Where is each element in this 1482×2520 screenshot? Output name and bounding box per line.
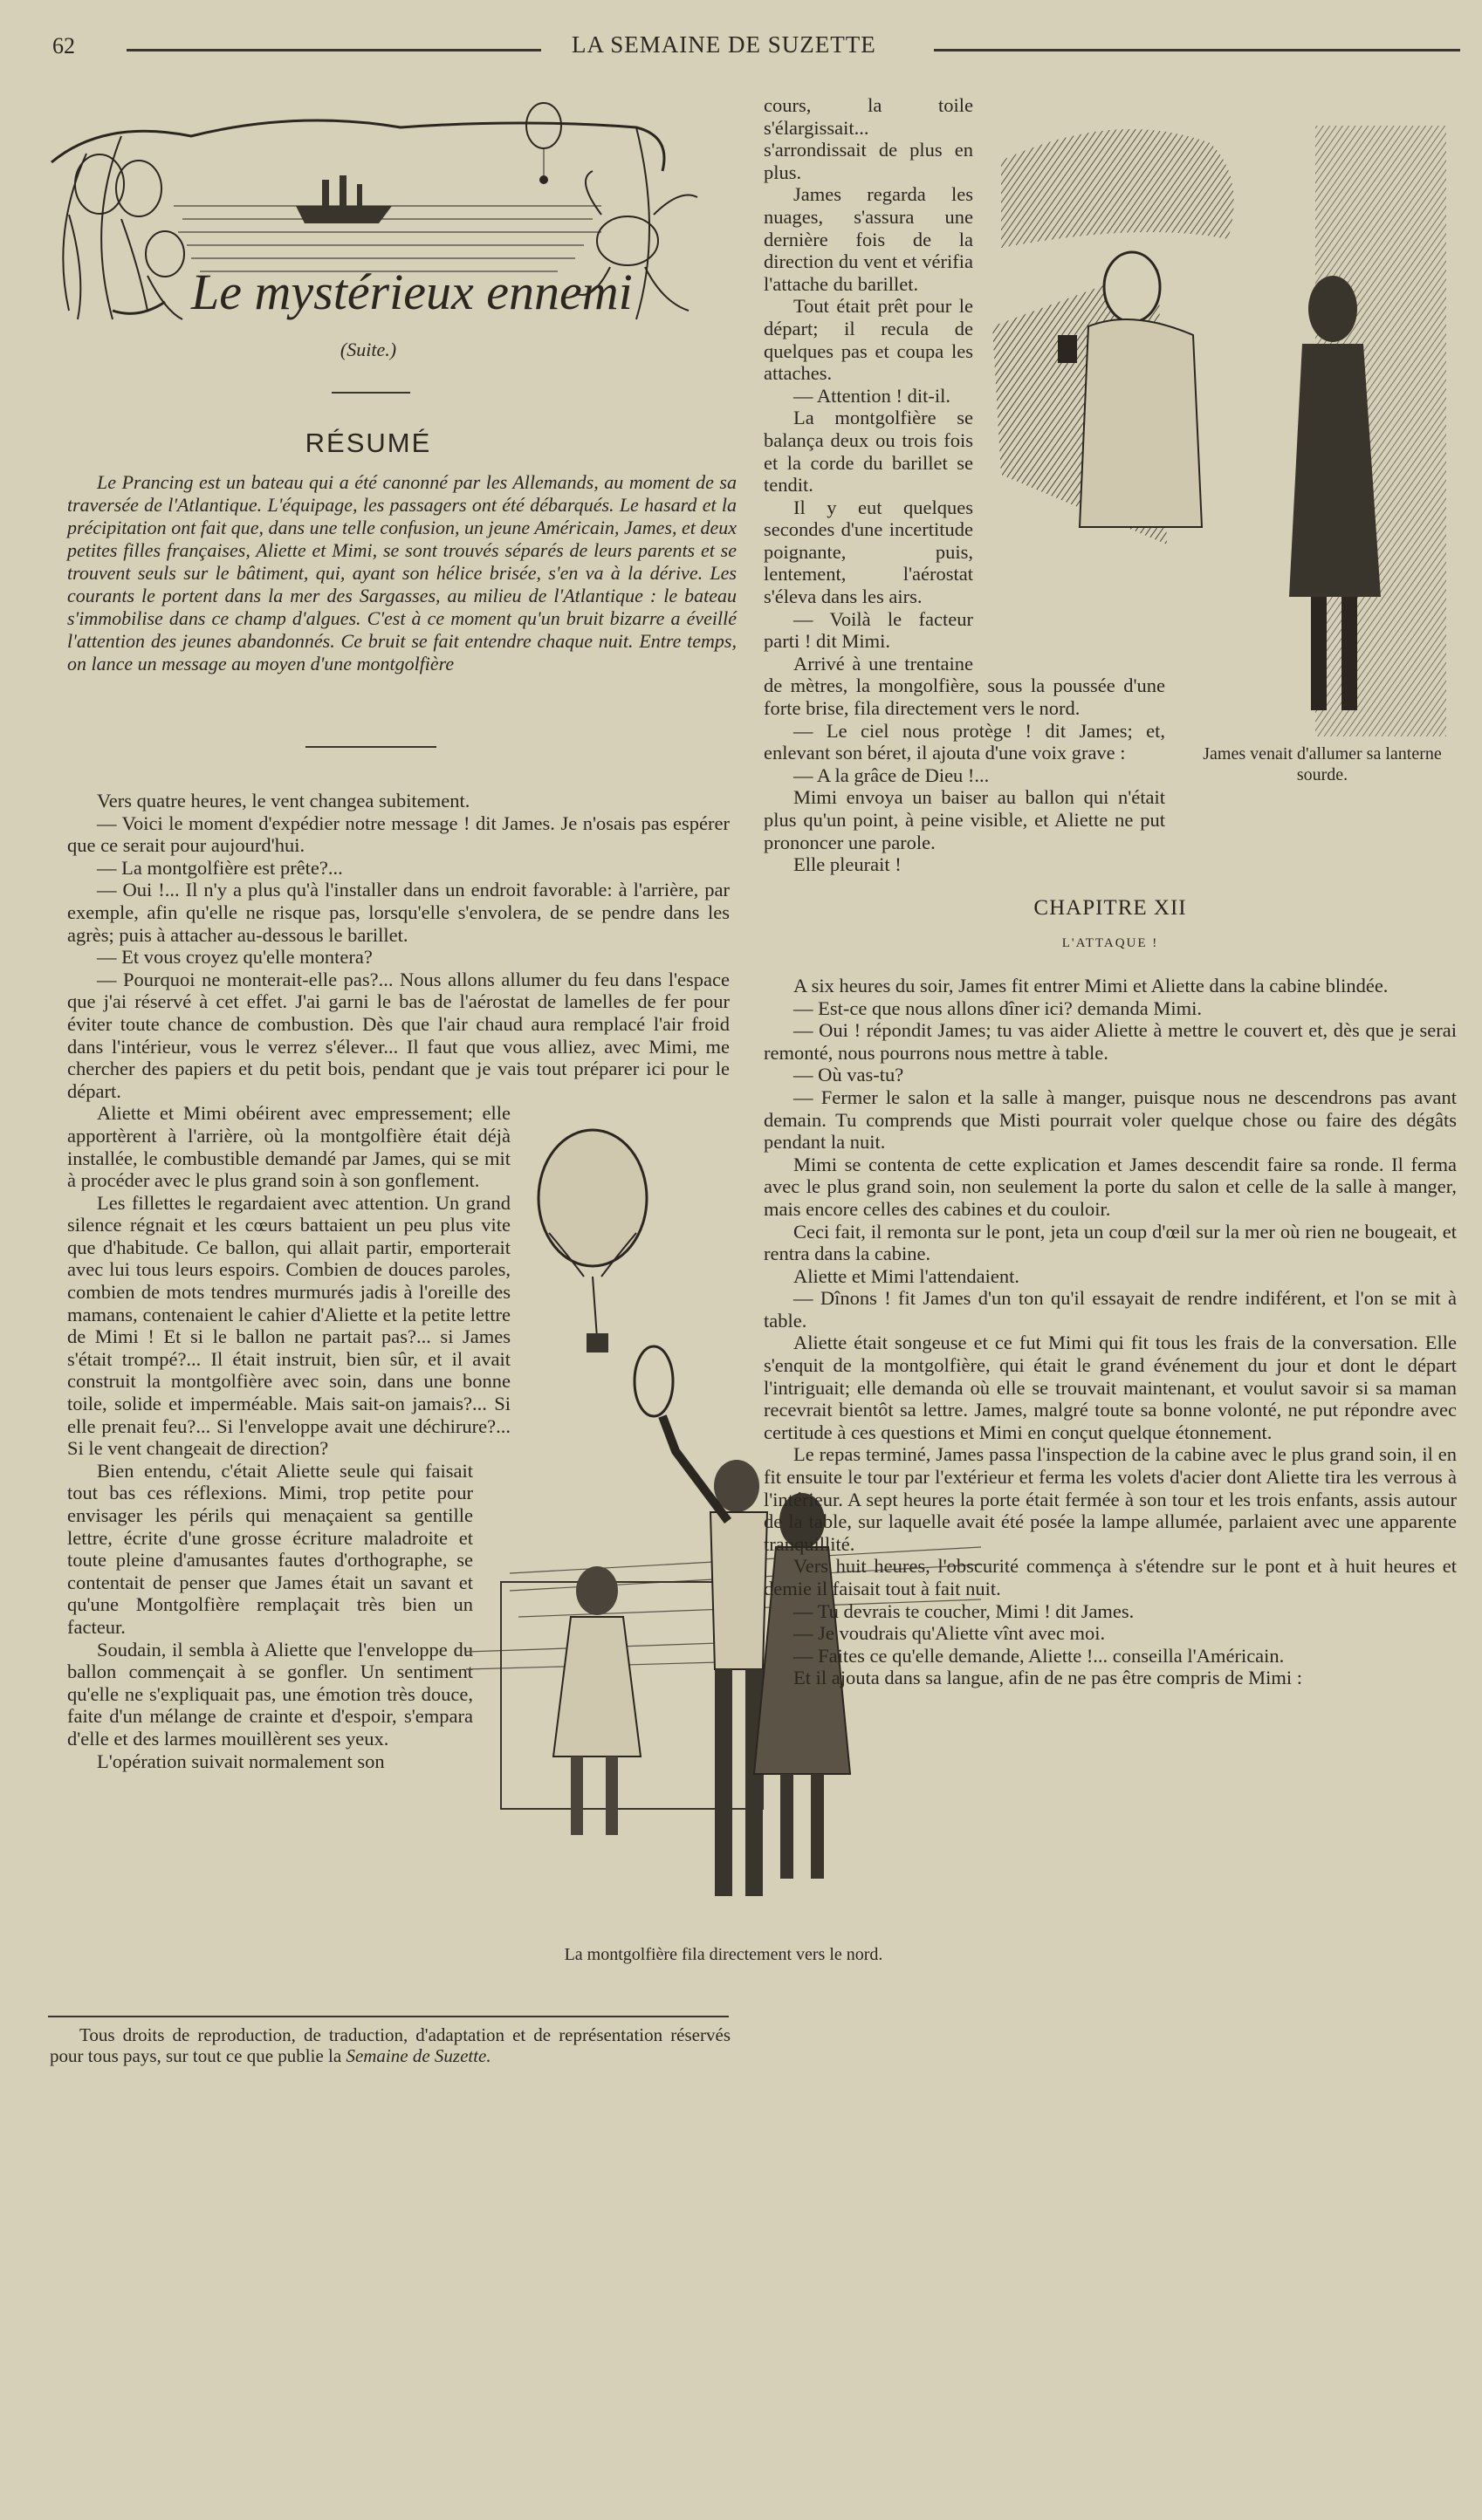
paragraph: — Le ciel nous protège ! dit James; et, enlevant son béret, il ajouta d'une voix grave : bbox=[764, 719, 1165, 764]
paragraph: Et il ajouta dans sa langue, afin de ne pas être compris de Mimi : bbox=[793, 1667, 1302, 1689]
copyright-notice bbox=[50, 2024, 731, 2066]
paragraph: — Pourquoi ne monterait-elle pas?... Nous allons allumer du feu dans l'espace que j'ai réservé à cet effet. J'ai garni le bas de l'aérostat de lamelles de fer pour éviter toute chance de combustion. Dès que l'air chaud aura remplacé l'air froid dans l'intérieur, vous le verrez s'élever... Il faut que vous alliez, avec Mimi, me chercher des papiers et du petit bois, pendant que je vais tout préparer ici pour le départ. bbox=[67, 968, 730, 1102]
journal-title: LA SEMAINE DE SUZETTE bbox=[572, 31, 876, 58]
separator-rule bbox=[332, 392, 410, 394]
paragraph: Mimi se contenta de cette explication et James descendit faire sa ronde. Il ferma avec le plus grand soin, non seulement la porte du salon et celle de la salle à manger, mais encore celles des cabines et du couloir. bbox=[764, 1153, 1457, 1220]
paragraph: Les fillettes le regardaient avec attention. Un grand silence régnait et les cœurs battaient un peu plus vite que d'habitude. Ce ballon, qui allait partir, emporterait avec lui tous leurs espoirs. Combien de douces paroles, combien de mots tendres murmurés jadis à l'oreille des mamans, contenaient le cahier d'Aliette et la petite lettre de Mimi ! Et si le ballon ne partait pas?... si James s'était trompé?... Il était instruit, bien sûr, et il avait construit la montgolfière avec soin, dans une bonne toile, solide et imperméable. Mais sait-on jamais?... Si elle prenait feu?... Si l'enveloppe avait une déchirure?... Si le vent changeait de direction? bbox=[67, 1191, 511, 1460]
continued-label: (Suite.) bbox=[340, 339, 397, 360]
page-number: 62 bbox=[52, 33, 75, 58]
paragraph: — Où vas-tu? bbox=[793, 1064, 904, 1086]
paragraph: — Voilà le facteur parti ! dit Mimi. bbox=[764, 607, 973, 653]
chapter-subtitle: L'ATTAQUE ! bbox=[1061, 936, 1159, 951]
paragraph: Aliette et Mimi obéirent avec empressement; elle apportèrent à l'arrière, où la montgolfière était déjà installée, le combustible demandé par James, qui se mit à procéder avec le plus grand soin à son gonflement. bbox=[67, 1102, 511, 1192]
portrait-figures bbox=[69, 154, 184, 319]
paragraph: Arrivé à une trentaine de mètres, la mongolfière, sous la poussée d'une forte brise, fila directement vers le nord. bbox=[764, 652, 1165, 720]
title-art-text: Le mystérieux ennemi bbox=[191, 264, 633, 320]
header-rule-left bbox=[127, 49, 541, 51]
paragraph: James regarda les nuages, s'assura une dernière fois de la direction du vent et vérifia l'attache du barillet. bbox=[764, 183, 973, 295]
resume-heading: RÉSUMÉ bbox=[305, 428, 432, 458]
paragraph: — Je voudrais qu'Aliette vînt avec moi. bbox=[793, 1622, 1106, 1645]
paragraph: — Attention ! dit-il. bbox=[793, 384, 950, 407]
paragraph: — Faites ce qu'elle demande, Aliette !... conseilla l'Américain. bbox=[793, 1644, 1285, 1667]
lantern-illustration bbox=[984, 108, 1466, 736]
james-figure bbox=[635, 1346, 767, 1896]
paragraph: Bien entendu, c'était Aliette seule qui faisait tout bas ces réflexions. Mimi, trop petite pour envisager les périls qui menaçaient sa gentille lettre, écrite d'une grosse écriture maladroite et toute pleine d'amusantes fautes d'orthographe, se contentait de penser que James était un savant et qu'une Montgolfière remplaçait très bien un facteur. bbox=[67, 1459, 473, 1638]
footer-rule bbox=[48, 2016, 729, 2017]
ship-icon bbox=[296, 175, 392, 223]
lantern-caption: James venait d'allumer sa lanterne sourde. bbox=[1203, 744, 1442, 784]
paragraph: — La montgolfière est prête?... bbox=[97, 856, 343, 879]
paragraph: — Voici le moment d'expédier notre message ! dit James. Je n'osais pas espérer que ce serait pour aujourd'hui. bbox=[67, 811, 730, 857]
title-illustration bbox=[34, 101, 737, 332]
paragraph: — Tu devrais te coucher, Mimi ! dit James. bbox=[793, 1599, 1135, 1622]
paragraph: Soudain, il sembla à Aliette que l'enveloppe du ballon commençait à se gonfler. Un sentiment qu'elle ne s'expliquait pas, une émotion très douce, faite d'un mélange de crainte et d'espoir, s'empara d'elle et des larmes mouillèrent ses yeux. bbox=[67, 1638, 473, 1750]
header-rule-right bbox=[934, 49, 1460, 51]
paragraph: L'opération suivait normalement son bbox=[97, 1750, 385, 1772]
paragraph: Le repas terminé, James passa l'inspection de la cabine avec le plus grand soin, il en fit ensuite le tour par l'extérieur et ferma les volets d'acier dont Aliette tira les verrous à l'intérieur. A sept heures la porte était fermée à son tour et les trois enfants, assis autour de la table, sur laquelle avait été posée la lampe allumée, parlaient avec une apparente tranquillité. bbox=[764, 1443, 1457, 1555]
paragraph: — Et vous croyez qu'elle montera? bbox=[97, 946, 373, 969]
paragraph: Tout était prêt pour le départ; il recula de quelques pas et coupa les attaches. bbox=[764, 295, 973, 385]
paragraph: — Oui ! répondit James; tu vas aider Aliette à mettre le couvert et, dès que je serai remonté, nous pourrons nous mettre à table. bbox=[764, 1019, 1457, 1064]
publication-name: Semaine de Suzette. bbox=[346, 2045, 491, 2066]
lantern-icon bbox=[1058, 335, 1077, 363]
paragraph: Aliette était songeuse et ce fut Mimi qui fit tous les frais de la conversation. Elle s'enquit de la montgolfière, qui était le grand événement du jour et dont le départ l'intriguait; elle demanda où elle se trouvait maintenant, et voulut savoir si sa maman recevrait bientôt sa lettre. James, malgré toute sa bonne volonté, ne put répondre avec certitude à ces questions et Mimi en conçut quelque étonnement. bbox=[764, 1332, 1457, 1443]
balloon-caption: La montgolfière fila directement vers le nord. bbox=[564, 1945, 883, 1964]
paragraph: — A la grâce de Dieu !... bbox=[793, 764, 990, 786]
paragraph: cours, la toile s'élargissait... s'arrondissait de plus en plus. bbox=[764, 94, 973, 183]
paragraph: La montgolfière se balança deux ou trois fois et la corde du barillet se tendit. bbox=[764, 407, 973, 496]
copyright-text: Tous droits de reproduction, de traduction, d'adaptation et de représentation réservés pour tous pays, sur tout ce que publie la bbox=[50, 2024, 731, 2066]
paragraph: — Dînons ! fit James d'un ton qu'il essayait de rendre indiférent, et l'on se mit à table. bbox=[764, 1287, 1457, 1332]
balloon-icon bbox=[539, 1130, 647, 1352]
paragraph: Aliette et Mimi l'attendaient. bbox=[793, 1264, 1019, 1287]
paragraph: Vers quatre heures, le vent changea subitement. bbox=[97, 790, 470, 811]
paragraph: — Est-ce que nous allons dîner ici? demanda Mimi. bbox=[793, 996, 1203, 1019]
chapter-title: CHAPITRE XII bbox=[1033, 895, 1187, 920]
paragraph: — Oui !... Il n'y a plus qu'à l'installer dans un endroit favorable: à l'arrière, par exemple, afin qu'elle ne risque pas, lorsqu'elle s'envolera, de se pendre dans les agrès; puis à attacher au-dessous le barillet. bbox=[67, 879, 730, 946]
paragraph: — Fermer le salon et la salle à manger, puisque nous ne descendrons pas avant demain. Tu comprends que Misti pourrait voler quelque chose ou faire des dégâts pendant la nuit. bbox=[764, 1085, 1457, 1154]
paragraph: Elle pleurait ! bbox=[793, 853, 902, 876]
paragraph: A six heures du soir, James fit entrer Mimi et Aliette dans la cabine blindée. bbox=[793, 974, 1389, 996]
girl-figure bbox=[553, 1566, 641, 1835]
paragraph: Il y eut quelques secondes d'une incertitude poignante, puis, lentement, l'aérostat s'éleva dans les airs. bbox=[764, 496, 973, 608]
separator-rule bbox=[305, 746, 436, 748]
paragraph: Mimi envoya un baiser au ballon qui n'était plus qu'un point, à peine visible, et Aliette ne put prononcer une parole. bbox=[764, 786, 1165, 853]
resume-text: Le Prancing est un bateau qui a été canonné par les Allemands, au moment de sa traversée de l'Atlantique. L'équipage, les passagers ont été débarqués. Le hasard et la précipitation ont fait que, dans une telle confusion, un jeune Américain, James, et deux petites filles françaises, Aliette et Mimi, se sont trouvés séparés de leurs parents et se trouvent seuls sur le bâtiment, qui, ayant son hélice brisée, s'en va à la dérive. Les courants le portent dans la mer des Sargasses, au milieu de l'Atlantique : le bateau s'immobilise dans ce champ d'algues. C'est à ce moment qu'un bruit bizarre a éveillé l'attention des jeunes abandonnés. Ce bruit se fait entendre chaque nuit. Entre temps, on lance un message au moyen d'une montgolfière bbox=[67, 471, 737, 675]
paragraph: Vers huit heures, l'obscurité commença à s'étendre sur le pont et à huit heures et demie il faisait tout à fait nuit. bbox=[764, 1555, 1457, 1599]
paragraph: Ceci fait, il remonta sur le pont, jeta un coup d'œil sur la mer où rien ne bougeait, et rentra dans la cabine. bbox=[764, 1220, 1457, 1265]
balloon-icon bbox=[526, 103, 561, 184]
